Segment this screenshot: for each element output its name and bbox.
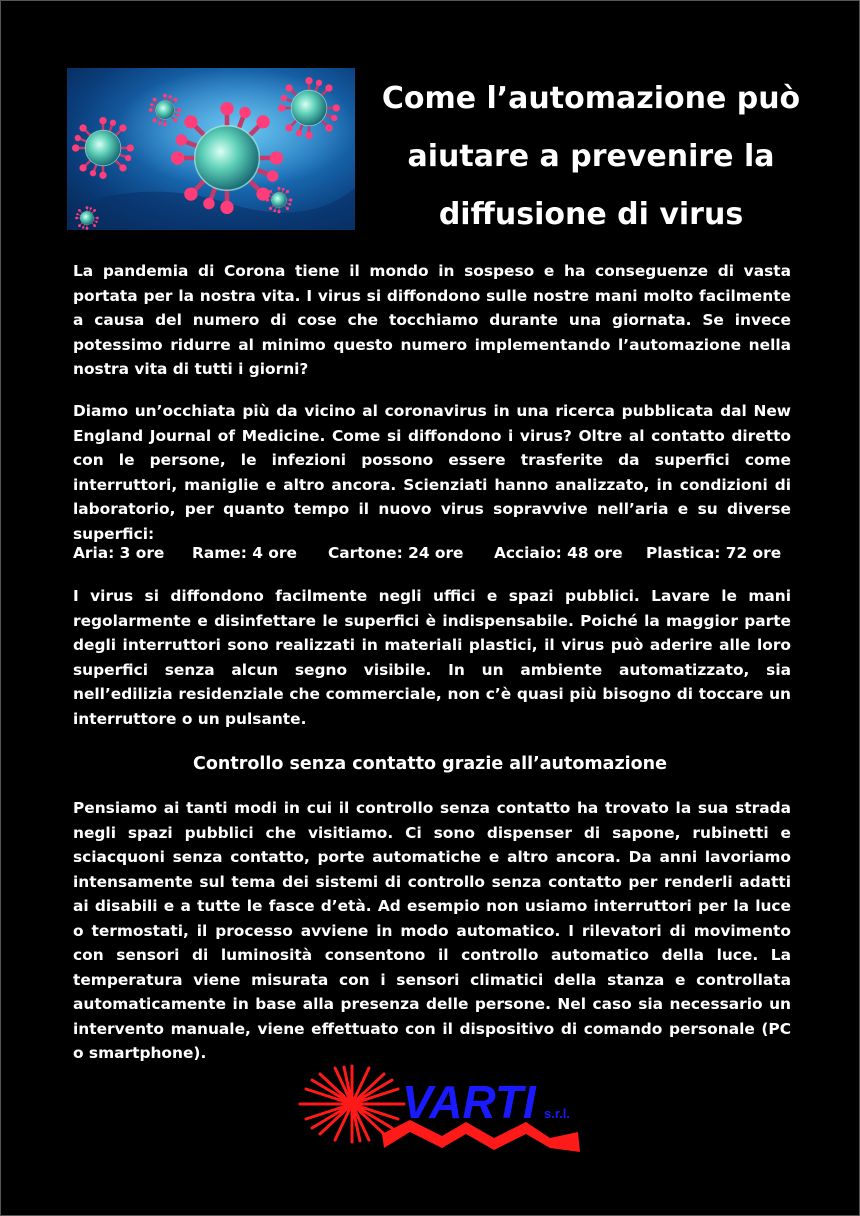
section-heading: Controllo senza contatto grazie all’automazione (193, 754, 667, 774)
title-line-1: Come l’automazione può (381, 81, 801, 116)
survival-time-copper: Rame: 4 ore (192, 544, 297, 562)
hero-image (67, 68, 355, 230)
logo-name: VARTI (402, 1076, 536, 1128)
survival-time-plastic: Plastica: 72 ore (646, 544, 782, 562)
varti-logo (290, 1062, 590, 1158)
offices-paragraph: I virus si diffondono facilmente negli uffici e spazi pubblici. Lavare le mani regolarmente e disinfettare le superfici è indispensabile. Poiché la maggior parte degli interruttori sono realizzati in materiali plastici, il virus può aderire alle loro superfici senza alcun segno visibile. In un ambiente automatizzato, sia nell’edilizia residenziale che commerciale, non c’è quasi più bisogno di toccare un interruttore o un pulsante. (73, 587, 791, 728)
survival-time-steel: Acciaio: 48 ore (494, 544, 623, 562)
survival-time-cardboard: Cartone: 24 ore (328, 544, 464, 562)
contactless-paragraph: Pensiamo ai tanti modi in cui il controllo senza contatto ha trovato la sua strada negli spazi pubblici che visitiamo. Ci sono dispenser di sapone, rubinetti e sciacquoni senza contatto, porte automatiche e altro ancora. Da anni lavoriamo intensamente sul tema dei sistemi di controllo senza contatto per renderli adatti ai disabili e a tutte le fasce d’età. Ad esempio non usiamo interruttori per la luce o termostati, il processo avviene in modo automatico. I rilevatori di movimento con sensori di luminosità consentono il controllo automatico della luce. La temperatura viene misurata con i sensori climatici della stanza e controllata automaticamente in base alla presenza delle persone. Nel caso sia necessario un intervento manuale, viene effettuato con il dispositivo di comando personale (PC o smartphone). (73, 799, 791, 1062)
page-title (372, 70, 810, 244)
virus-illustration (67, 68, 355, 230)
varti-logo-graphic (290, 1062, 590, 1158)
research-paragraph: Diamo un’occhiata più da vicino al coronavirus in una ricerca pubblicata dal New England Journal of Medicine. Come si diffondono i virus? Oltre al contatto diretto con le persone, le infezioni possono essere trasferite da superfici come interruttori, maniglie e altro ancora. Scienziati hanno analizzato, in condizioni di laboratorio, per quanto tempo il nuovo virus sopravvive nell’aria e su diverse superfici: (73, 402, 791, 543)
logo-suffix: s.r.l. (544, 1106, 571, 1121)
intro-paragraph: La pandemia di Corona tiene il mondo in sospeso e ha conseguenze di vasta portata per la nostra vita. I virus si diffondono sulle nostre mani molto facilmente a causa del numero di cose che tocchiamo durante una giornata. Se invece potessimo ridurre al minimo questo numero implementando l’automazione nella nostra vita di tutti i giorni? (73, 262, 791, 378)
title-line-3: diffusione di virus (438, 197, 744, 232)
title-line-2: aiutare a prevenire la (407, 139, 775, 174)
survival-time-air: Aria: 3 ore (73, 544, 165, 562)
